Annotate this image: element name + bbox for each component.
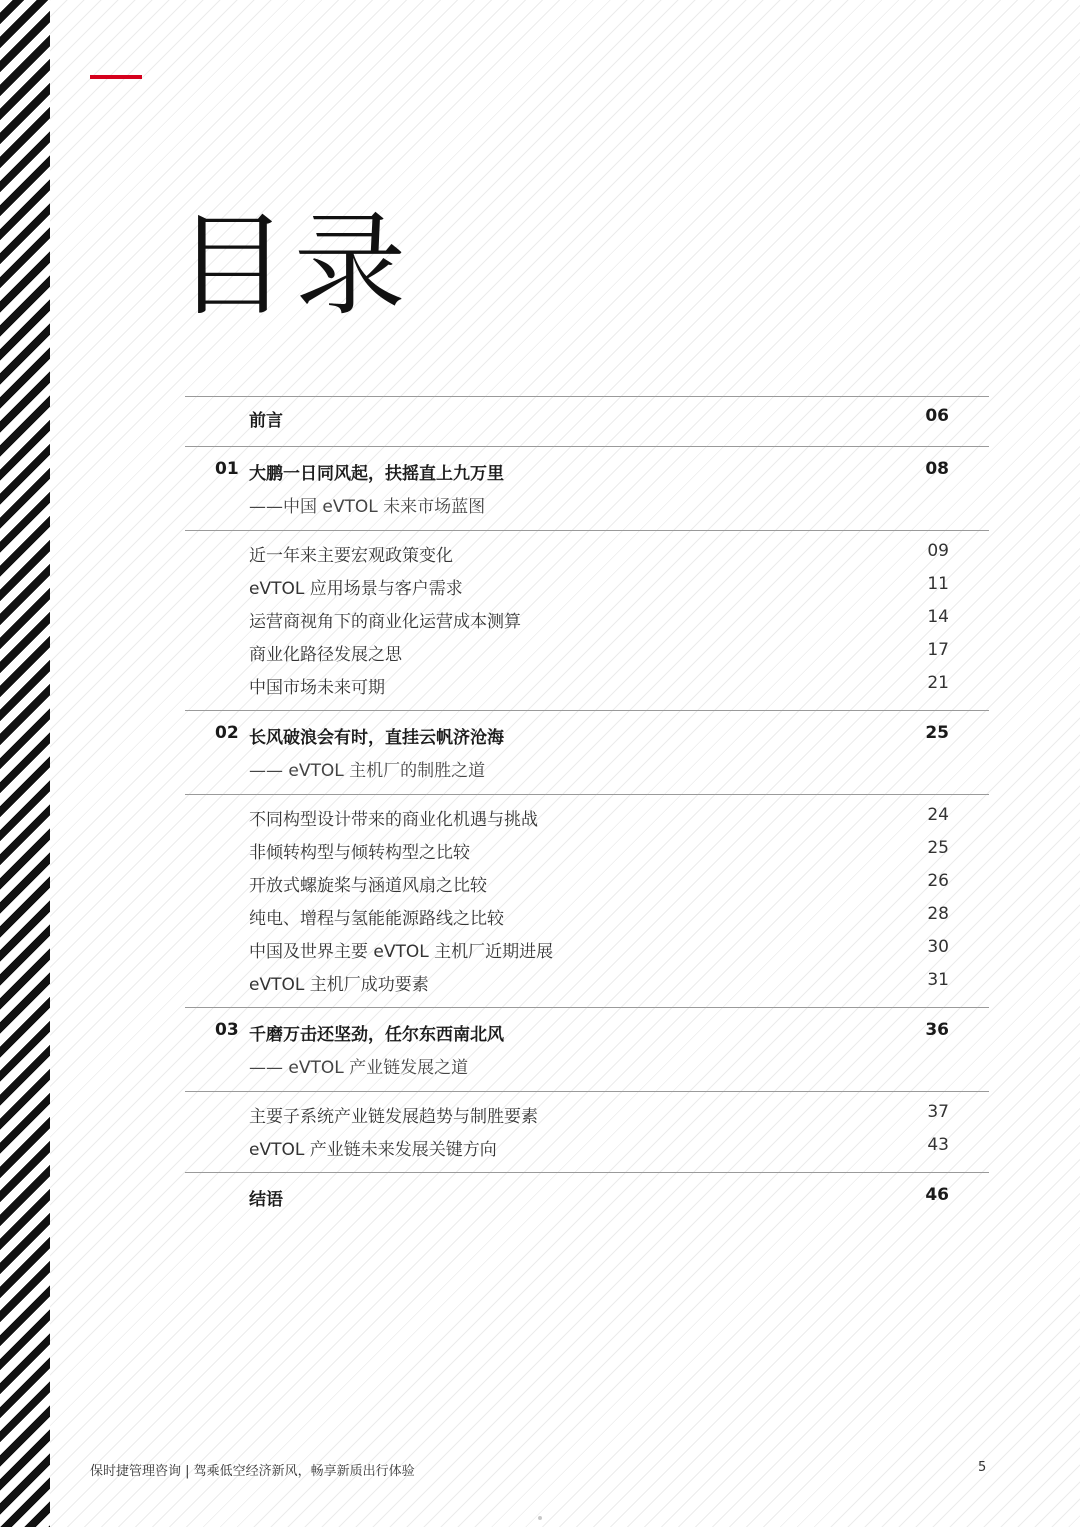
toc-label: 主要子系统产业链发展趋势与制胜要素 [249, 1107, 538, 1127]
toc-label: 非倾转构型与倾转构型之比较 [249, 843, 470, 863]
chapter-subtitle: —— eVTOL 产业链发展之道 [249, 1058, 469, 1078]
left-stripe-decoration [0, 0, 50, 1527]
toc-page: 30 [927, 937, 949, 957]
toc-entry[interactable] [185, 537, 989, 570]
toc-page: 46 [925, 1185, 949, 1205]
toc-chapter-03[interactable] [185, 1016, 989, 1049]
toc-label: 纯电、增程与氢能能源路线之比较 [249, 909, 504, 929]
toc-page: 24 [927, 805, 949, 825]
toc-entry[interactable] [185, 900, 989, 933]
toc-page: 26 [927, 871, 949, 891]
toc-entry[interactable] [185, 966, 989, 999]
toc-page: 06 [925, 406, 949, 426]
toc-label: 中国及世界主要 eVTOL 主机厂近期进展 [249, 942, 554, 962]
toc-page: 11 [927, 574, 949, 594]
toc-label: 结语 [249, 1190, 283, 1210]
toc-entry[interactable] [185, 834, 989, 867]
toc-label: eVTOL 产业链未来发展关键方向 [249, 1140, 497, 1160]
toc-label: 运营商视角下的商业化运营成本测算 [249, 612, 521, 632]
toc-label: 商业化路径发展之思 [249, 645, 402, 665]
chapter-subtitle: ——中国 eVTOL 未来市场蓝图 [249, 497, 486, 517]
toc-chapter-01[interactable] [185, 455, 989, 488]
toc-page: 09 [927, 541, 949, 561]
toc-entry-preface[interactable] [185, 402, 989, 435]
footer-text: 保时捷管理咨询 | 驾乘低空经济新风，畅享新质出行体验 [90, 1464, 415, 1479]
toc-entry[interactable] [185, 636, 989, 669]
toc-page: 14 [927, 607, 949, 627]
chapter-title: 大鹏一日同风起，扶摇直上九万里 [249, 464, 504, 484]
toc-entry[interactable] [185, 669, 989, 702]
toc-label: eVTOL 主机厂成功要素 [249, 975, 429, 995]
toc-page: 25 [927, 838, 949, 858]
toc-label: 中国市场未来可期 [249, 678, 385, 698]
toc-chapter-02[interactable] [185, 719, 989, 752]
toc-page: 31 [927, 970, 949, 990]
chapter-title: 长风破浪会有时，直挂云帆济沧海 [249, 728, 504, 748]
table-of-contents [185, 396, 989, 1214]
chapter-subtitle-row [185, 1049, 989, 1082]
toc-label: eVTOL 应用场景与客户需求 [249, 579, 463, 599]
toc-entry[interactable] [185, 867, 989, 900]
page-title: 目录 [176, 201, 412, 331]
chapter-subtitle-row [185, 488, 989, 521]
chapter-title: 千磨万击还坚劲，任尔东西南北风 [249, 1025, 504, 1045]
toc-label: 不同构型设计带来的商业化机遇与挑战 [249, 810, 538, 830]
toc-entry[interactable] [185, 801, 989, 834]
toc-entry[interactable] [185, 570, 989, 603]
toc-page: 21 [927, 673, 949, 693]
accent-bar [90, 75, 142, 79]
toc-entry[interactable] [185, 1098, 989, 1131]
toc-label: 近一年来主要宏观政策变化 [249, 546, 453, 566]
toc-label: 前言 [249, 411, 283, 431]
scroll-indicator-dot [538, 1516, 542, 1520]
chapter-subtitle-row [185, 752, 989, 785]
toc-page: 37 [927, 1102, 949, 1122]
toc-page: 17 [927, 640, 949, 660]
toc-entry-conclusion[interactable] [185, 1181, 989, 1214]
toc-entry[interactable] [185, 933, 989, 966]
toc-page: 28 [927, 904, 949, 924]
toc-entry[interactable] [185, 1131, 989, 1164]
toc-page: 25 [925, 723, 949, 743]
toc-page: 43 [927, 1135, 949, 1155]
toc-label: 开放式螺旋桨与涵道风扇之比较 [249, 876, 487, 896]
chapter-subtitle: —— eVTOL 主机厂的制胜之道 [249, 761, 486, 781]
chapter-number: 03 [215, 1020, 239, 1040]
chapter-number: 01 [215, 459, 239, 479]
chapter-number: 02 [215, 723, 239, 743]
toc-entry[interactable] [185, 603, 989, 636]
footer-page-number: 5 [978, 1460, 987, 1475]
toc-page: 36 [925, 1020, 949, 1040]
toc-page: 08 [925, 459, 949, 479]
